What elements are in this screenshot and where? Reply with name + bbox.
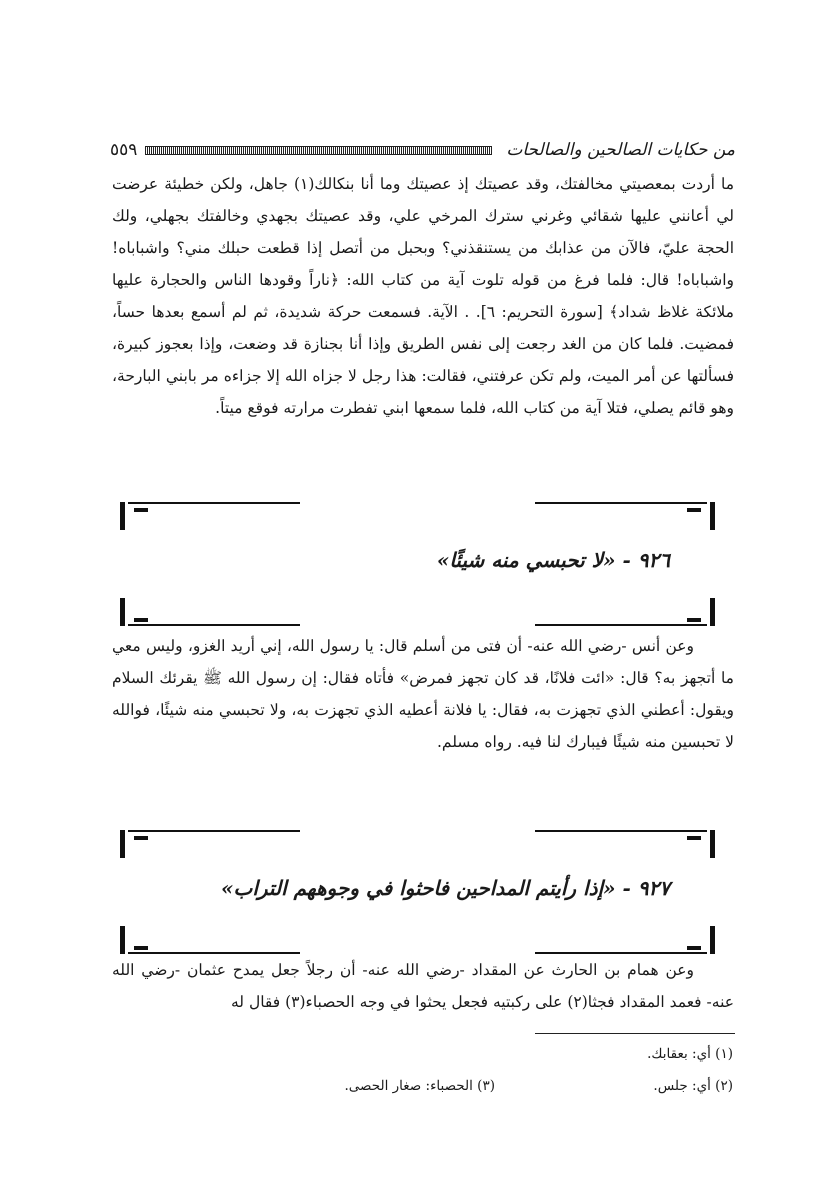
banner-corner-top-left bbox=[120, 500, 300, 530]
banner-corner-top-right bbox=[535, 500, 715, 530]
running-header bbox=[110, 134, 735, 166]
banner-corner-bottom-right bbox=[535, 924, 715, 954]
banner-corner-bottom-left bbox=[120, 924, 300, 954]
paragraph-story-end: ما أردت بمعصيتي مخالفتك، وقد عصيتك إذ عصيتك وما أنا بنكالك(١) جاهل، ولكن خطيئة عرضت لي أعانني عليها شقائي وغرني سترك المرخي علي، وقد عصيتك بجهدي وخالفتك بجهلي، ولك الحجة عليّ، فالآن من عذابك من يستنقذني؟ وبحبل من أتصل إذا قطعت حبلك مني؟ واشباباه! واشباباه! قال: فلما فرغ من قوله تلوت آية من كتاب الله: ﴿ناراً وقودها الناس والحجارة عليها ملائكة غلاظ شداد﴾ [سورة التحريم: ٦]. . الآية. فسمعت حركة شديدة، ثم لم أسمع بعدها حساً، فمضيت. فلما كان من الغد رجعت إلى نفس الطريق وإذا أنا بجنازة قد وضعت، وإذا بعجوز كبيرة، فسألتها عن أمر الميت، ولم تكن عرفتني، فقالت: هذا رجل لا جزاه الله إلا جزاءه مر بابني البارحة، وهو قائم يصلي، فتلا آية من كتاب الله، فلما سمعها ابني تفطرت مرارته فوقع ميتاً. bbox=[112, 175, 734, 417]
header-rule bbox=[145, 146, 492, 155]
paragraph-hadith-927: وعن همام بن الحارث عن المقداد -رضي الله عنه- أن رجلاً جعل يمدح عثمان -رضي الله عنه- فعمد المقداد فجثا(٢) على ركبتيه فجعل يحثوا في وجه الحصباء(٣) فقال له bbox=[112, 961, 734, 1011]
footnote-1: (١) أي: بعقابك. bbox=[647, 1046, 733, 1062]
banner-corner-top-left bbox=[120, 828, 300, 858]
banner-corner-bottom-left bbox=[120, 596, 300, 626]
page-number: ٥٥٩ bbox=[110, 140, 138, 160]
section-title-927: ٩٢٧ - «إذا رأيتم المداحين فاحثوا في وجوههم التراب» bbox=[221, 876, 670, 900]
section-banner-926 bbox=[120, 500, 715, 626]
banner-corner-bottom-right bbox=[535, 596, 715, 626]
banner-corner-top-right bbox=[535, 828, 715, 858]
footnote-3: (٣) الحصباء: صغار الحصى. bbox=[344, 1078, 495, 1094]
footnote-2: (٢) أي: جلس. bbox=[653, 1078, 733, 1094]
section-title-926: ٩٢٦ - «لا تحبسي منه شيئًا» bbox=[436, 548, 670, 572]
paragraph-hadith-926: وعن أنس -رضي الله عنه- أن فتى من أسلم قال: يا رسول الله، إني أريد الغزو، وليس معي ما أتجهز به؟ قال: «ائت فلانًا، قد كان تجهز فمرض» فأتاه فقال: إن رسول الله ﷺ يقرئك السلام ويقول: أعطني الذي تجهزت به، فقال: يا فلانة أعطيه الذي تجهزت به، ولا تحبسي منه شيئًا، فوالله لا تحبسين منه شيئًا فيبارك لنا فيه. رواه مسلم. bbox=[112, 637, 734, 751]
section-banner-927 bbox=[120, 828, 715, 954]
footnote-divider bbox=[535, 1033, 735, 1034]
header-title: من حكايات الصالحين والصالحات bbox=[506, 140, 735, 160]
